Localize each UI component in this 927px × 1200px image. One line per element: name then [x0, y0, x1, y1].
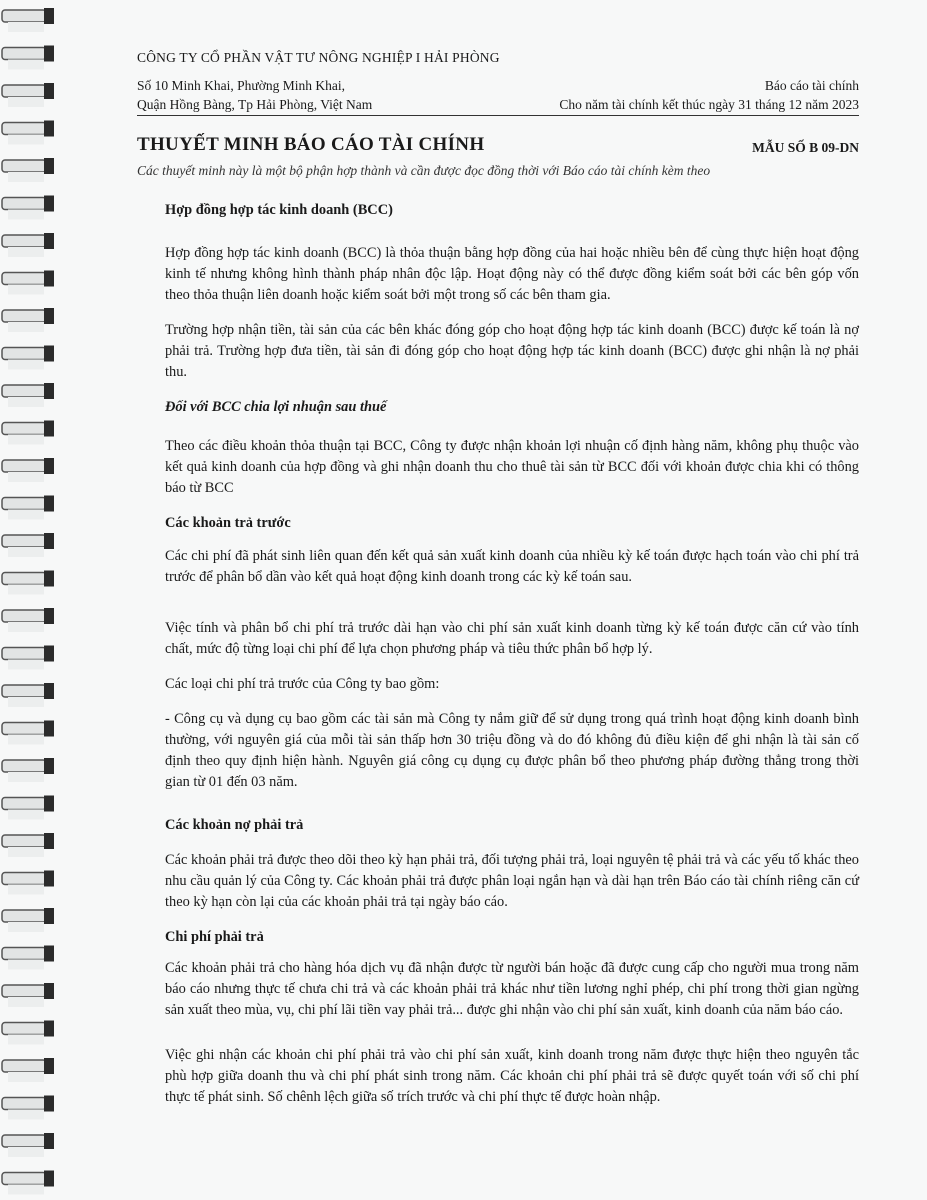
- binding-ring: [2, 308, 54, 332]
- paragraph: Các khoản phải trả được theo dõi theo kỳ hạn phải trả, đối tượng phải trả, loại nguyên tệ phải trả và các yếu tố khác theo nhu cầu quản lý của Công ty. Các khoản phải trả được phân loại ngắn hạn và dài hạn trên Báo cáo tài chính riêng căn cứ theo kỳ hạn còn lại của các khoản phải trả tại ngày báo cáo.: [165, 852, 859, 910]
- section-heading: Các khoản nợ phải trả: [165, 817, 304, 833]
- binding-ring: [2, 121, 54, 145]
- section-prepaid: [165, 513, 859, 793]
- binding-ring: [2, 571, 54, 595]
- paragraph: Việc ghi nhận các khoản chi phí phải trả vào chi phí sản xuất, kinh doanh trong năm được thực hiện theo nguyên tắc phù hợp giữa doanh thu và chi phí phát sinh trong năm. Các khoản chi phí phải trả sẽ được quyết toán với số chi phí thực tế phát sinh. Số chênh lệch giữa số trích trước và chi phí thực tế được hoàn nhập.: [165, 1047, 859, 1105]
- binding-ring: [2, 646, 54, 670]
- company-name: CÔNG TY CỔ PHẦN VẬT TƯ NÔNG NGHIỆP I HẢI PHÒNG: [137, 50, 500, 65]
- report-period: Cho năm tài chính kết thúc ngày 31 tháng 12 năm 2023: [559, 97, 859, 112]
- binding-ring: [2, 271, 54, 295]
- binding-ring: [2, 946, 54, 970]
- binding-ring: [2, 1021, 54, 1045]
- spacer: [165, 602, 859, 618]
- paragraph: Các chi phí đã phát sinh liên quan đến kết quả sản xuất kinh doanh của nhiều kỳ kế toán được hạch toán vào chi phí trả trước để phân bổ dần vào kết quả hoạt động kinh doanh trong các kỳ kế toán sau.: [165, 548, 859, 585]
- binding-ring: [2, 8, 54, 32]
- spiral-binding: [0, 0, 58, 1200]
- binding-ring: [2, 458, 54, 482]
- binding-ring: [2, 496, 54, 520]
- paragraph: Trường hợp nhận tiền, tài sản của các bên khác đóng góp cho hoạt động hợp tác kinh doanh (BCC) được kế toán là nợ phải trả. Trường hợp đưa tiền, tài sản đi đóng góp cho hoạt động hợp tác kinh doanh (BCC) được ghi nhận là nợ phải thu.: [165, 322, 859, 380]
- binding-ring: [2, 533, 54, 557]
- binding-ring: [2, 721, 54, 745]
- binding-ring: [2, 346, 54, 370]
- binding-ring: [2, 608, 54, 632]
- binding-ring: [2, 233, 54, 257]
- spacer: [165, 1035, 859, 1045]
- report-type: Báo cáo tài chính: [764, 78, 859, 93]
- paragraph: Các loại chi phí trả trước của Công ty bao gồm:: [165, 676, 440, 692]
- binding-ring: [2, 196, 54, 220]
- binding-ring: [2, 1171, 54, 1195]
- paragraph: Việc tính và phân bổ chi phí trả trước dài hạn vào chi phí sản xuất kinh doanh từng kỳ kế toán được căn cứ vào tính chất, mức độ từng loại chi phí để lựa chọn phương pháp và tiêu thức phân bổ hợp lý.: [165, 620, 859, 657]
- section-heading: Các khoản trả trước: [165, 515, 291, 531]
- section-bcc-profit: [165, 397, 859, 499]
- binding-ring: [2, 683, 54, 707]
- binding-ring: [2, 83, 54, 107]
- notes-body: [165, 200, 859, 1122]
- address-line-2: Quận Hồng Bàng, Tp Hải Phòng, Việt Nam: [137, 97, 373, 112]
- binding-ring: [2, 46, 54, 70]
- paragraph: Hợp đồng hợp tác kinh doanh (BCC) là thỏa thuận bằng hợp đồng của hai hoặc nhiều bên để cùng thực hiện hoạt động kinh tế nhưng không hình thành pháp nhân độc lập. Hoạt động này có thể được đồng kiểm soát bởi các bên góp vốn theo thỏa thuận liên doanh hoặc kiểm soát bởi một trong số các bên tham gia.: [165, 245, 859, 303]
- binding-ring: [2, 383, 54, 407]
- form-number: MẪU SỐ B 09-DN: [752, 140, 859, 155]
- binding-ring: [2, 908, 54, 932]
- binding-ring: [2, 983, 54, 1007]
- section-bcc: [165, 200, 859, 383]
- section-heading: Chi phí phải trả: [165, 929, 264, 945]
- binding-ring: [2, 871, 54, 895]
- binding-ring: [2, 1133, 54, 1157]
- paragraph: - Công cụ và dụng cụ bao gồm các tài sản mà Công ty nắm giữ để sử dụng trong quá trình hoạt động kinh doanh bình thường, với nguyên giá của mỗi tài sản thấp hơn 30 triệu đồng và do đó không đủ điều kiện để ghi nhận là tài sản cố định theo quy định hiện hành. Nguyên giá công cụ dụng cụ được phân bổ theo phương pháp đường thẳng trong thời gian từ 01 đến 03 năm.: [165, 711, 859, 790]
- section-accrued: [165, 927, 859, 1108]
- document-title: THUYẾT MINH BÁO CÁO TÀI CHÍNH: [137, 134, 485, 155]
- binding-ring: [2, 1058, 54, 1082]
- binding-ring: [2, 421, 54, 445]
- spacer: [165, 807, 859, 815]
- binding-ring: [2, 833, 54, 857]
- address-line-1: Số 10 Minh Khai, Phường Minh Khai,: [137, 78, 345, 93]
- binding-ring: [2, 158, 54, 182]
- document-subtitle: Các thuyết minh này là một bộ phận hợp thành và cần được đọc đồng thời với Báo cáo tài chính kèm theo: [137, 163, 711, 178]
- paragraph: Theo các điều khoản thỏa thuận tại BCC, Công ty được nhận khoản lợi nhuận cố định hàng năm, không phụ thuộc vào kết quả kinh doanh của hợp đồng và ghi nhận doanh thu cho thuê tài sản từ BCC đối với khoản được chia khi có thông báo từ BCC: [165, 438, 859, 496]
- section-heading: Đối với BCC chia lợi nhuận sau thuế: [165, 399, 387, 415]
- section-payables: [165, 815, 859, 913]
- header-divider: [137, 115, 859, 116]
- binding-ring: [2, 1096, 54, 1120]
- section-heading: Hợp đồng hợp tác kinh doanh (BCC): [165, 202, 393, 218]
- binding-ring: [2, 758, 54, 782]
- paragraph: Các khoản phải trả cho hàng hóa dịch vụ đã nhận được từ người bán hoặc đã được cung cấp cho người mua trong năm báo cáo nhưng thực tế chưa chi trả và các khoản phải trả khác như tiền lương nghỉ phép, chi phí trong thời gian ngừng sản xuất theo mùa, vụ, chi phí lãi tiền vay phải trả... được ghi nhận vào chi phí sản xuất, kinh doanh của năm báo cáo.: [165, 960, 859, 1018]
- binding-ring: [2, 796, 54, 820]
